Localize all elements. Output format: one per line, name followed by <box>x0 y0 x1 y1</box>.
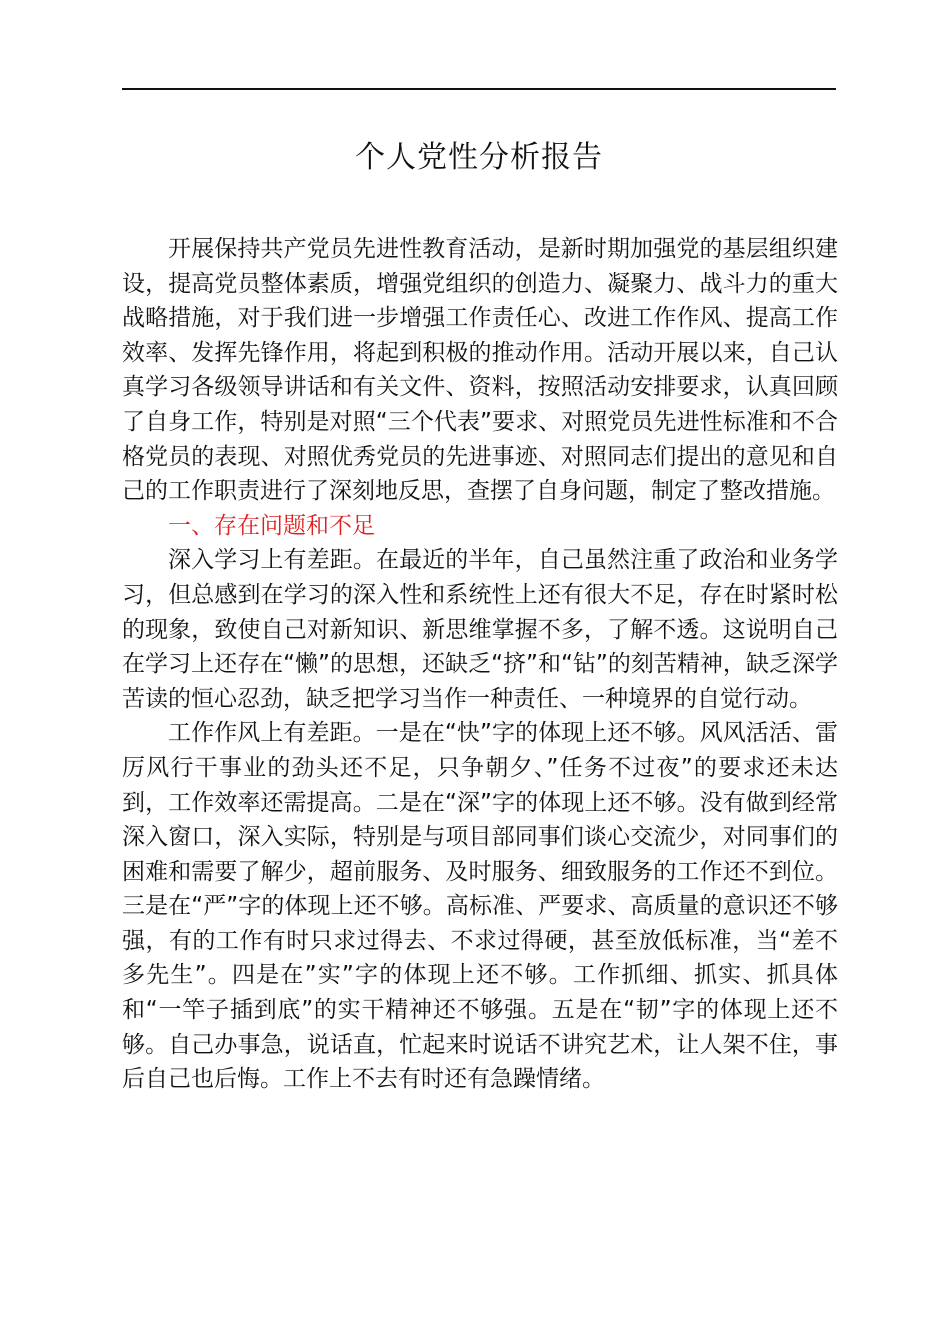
paragraph-study-gap: 深入学习上有差距。在最近的半年，自己虽然注重了政治和业务学习，但总感到在学习的深入性和系统性上还有很大不足，存在时紧时松的现象，致使自己对新知识、新思维掌握不多，了解不透。这说明自己在学习上还存在“懒”的思想，还缺乏“挤”和“钻”的刻苦精神，缺乏深学苦读的恒心忍劲，缺乏把学习当作一种责任、一种境界的自觉行动。 <box>122 547 838 712</box>
section-heading: 一、存在问题和不足 <box>168 512 375 539</box>
document-title: 个人党性分析报告 <box>355 140 603 175</box>
header-rule <box>122 88 836 90</box>
paragraph-work-style-gap: 工作作风上有差距。一是在“快”字的体现上还不够。风风活活、雷厉风行干事业的劲头还不足，只争朝夕、”任务不过夜”的要求还未达到，工作效率还需提高。二是在“深”字的体现上还不够。没有做到经常深入窗口，深入实际，特别是与项目部同事们谈心交流少，对同事们的困难和需要了解少，超前服务、及时服务、细致服务的工作还不到位。三是在“严”字的体现上还不够。高标准、严要求、高质量的意识还不够强，有的工作有时只求过得去、不求过得硬，甚至放低标准，当“差不多先生”。四是在”实”字的体现上还不够。工作抓细、抓实、抓具体和“一竿子插到底”的实干精神还不够强。五是在“韧”字的体现上还不够。自己办事急，说话直，忙起来时说话不讲究艺术，让人架不住，事后自己也后悔。工作上不去有时还有急躁情绪。 <box>122 720 838 1093</box>
document-body <box>122 232 838 1097</box>
paragraph-intro: 开展保持共产党员先进性教育活动，是新时期加强党的基层组织建设，提高党员整体素质，增强党组织的创造力、凝聚力、战斗力的重大战略措施，对于我们进一步增强工作责任心、改进工作作风、提高工作效率、发挥先锋作用，将起到积极的推动作用。活动开展以来，自己认真学习各级领导讲话和有关文件、资料，按照活动安排要求，认真回顾了自身工作，特别是对照“三个代表”要求、对照党员先进性标准和不合格党员的表现、对照优秀党员的先进事迹、对照同志们提出的意见和自己的工作职责进行了深刻地反思，查摆了自身问题，制定了整改措施。 <box>122 236 838 505</box>
